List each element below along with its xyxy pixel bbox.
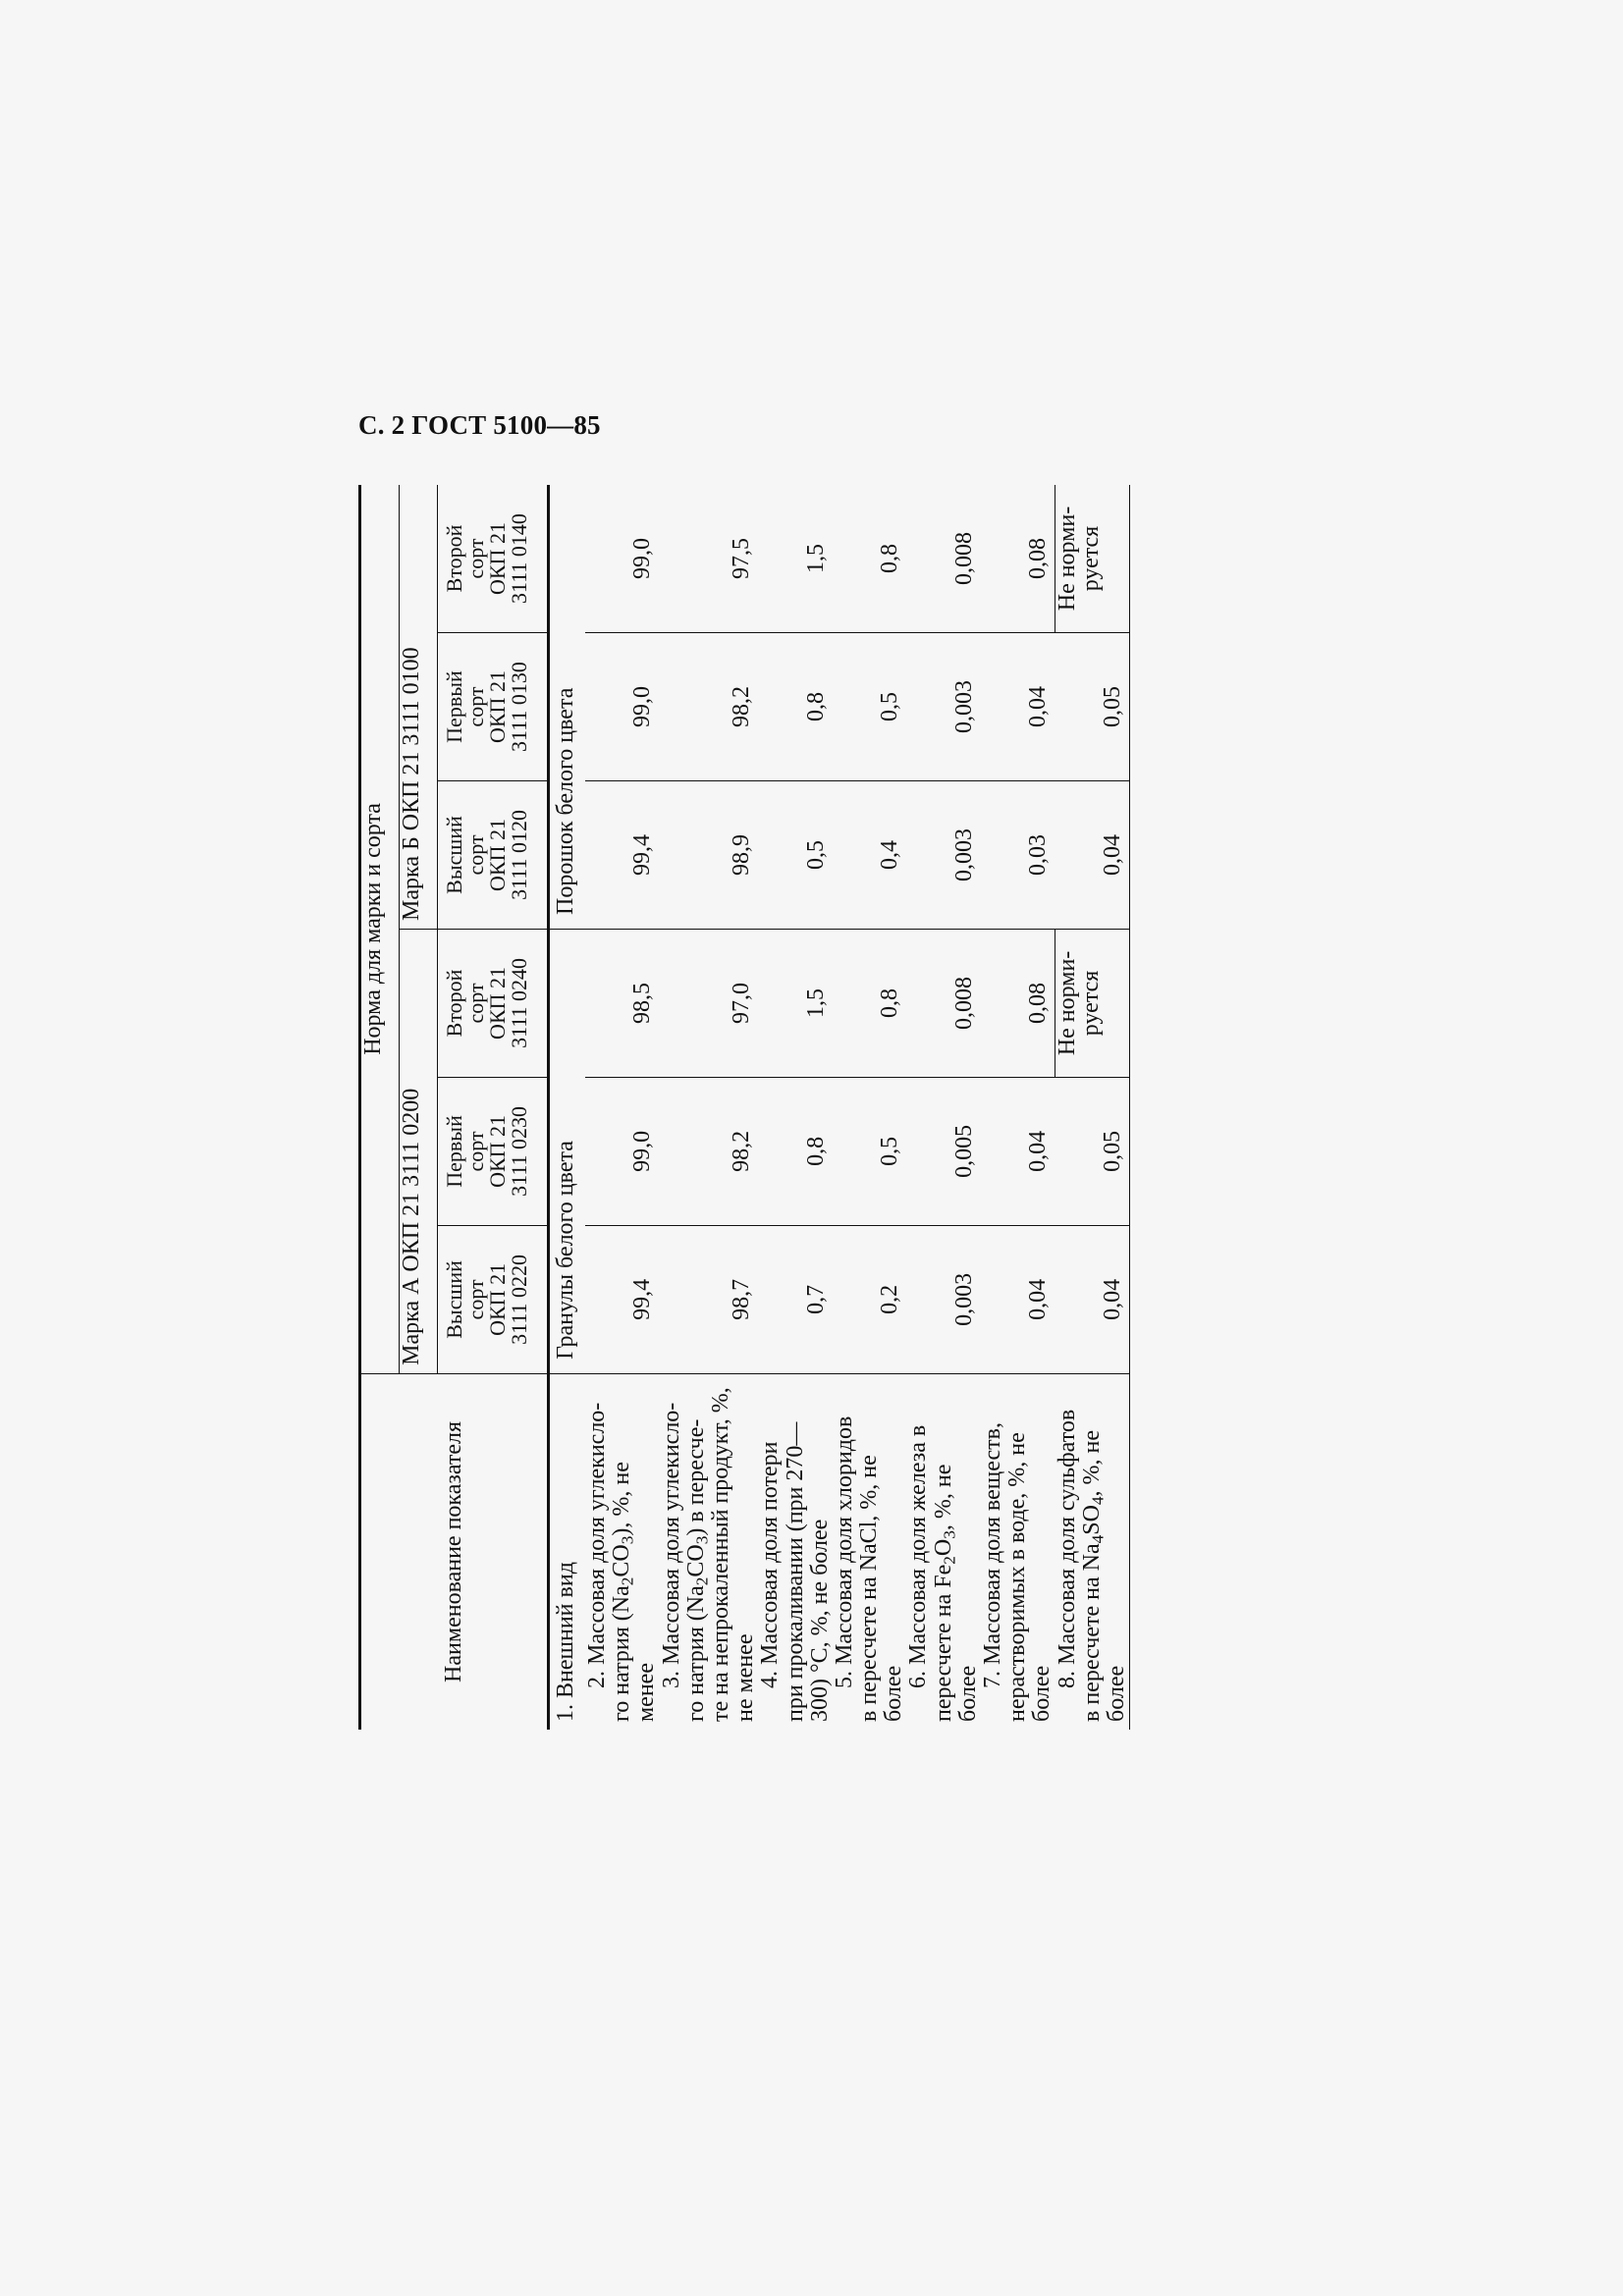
table-cell: 99,4 bbox=[585, 1225, 660, 1373]
sort-header-b-first: Первый сорт ОКП 21 3111 0130 bbox=[438, 633, 549, 781]
table-cell: 97,0 bbox=[660, 929, 759, 1077]
table-cell: 0,8 bbox=[877, 544, 903, 574]
table-cell: 98,7 bbox=[660, 1225, 759, 1373]
table-cell: 0,5 bbox=[833, 633, 907, 781]
table-row bbox=[981, 485, 1055, 1730]
table-cell: 0,8 bbox=[758, 1077, 833, 1225]
table-cell: 0,04 bbox=[1055, 781, 1130, 930]
col-name-header: Наименование показателя bbox=[360, 1373, 549, 1730]
table-cell: 0,05 bbox=[1055, 1077, 1130, 1225]
table-cell: 0,5 bbox=[758, 781, 833, 930]
table-row-appearance bbox=[549, 485, 586, 1730]
sort-header-b-second: Второй сорт ОКП 21 3111 0140 bbox=[438, 485, 549, 633]
mark-a-header: Марка А ОКП 21 3111 0200 bbox=[400, 929, 438, 1373]
row-name: 2. Массовая доля углекисло- го натрия $(Na_2CO_3)$, %, не менее bbox=[585, 1373, 660, 1730]
table-cell: 0,8 bbox=[758, 633, 833, 781]
table-cell: 0,4 bbox=[833, 781, 907, 930]
table-row bbox=[758, 485, 833, 1730]
table-cell: 0,03 bbox=[981, 781, 1055, 930]
table-cell: 0,003 bbox=[906, 781, 981, 930]
table-cell: 0,08 bbox=[1024, 538, 1051, 580]
table-cell: 0,8 bbox=[833, 929, 907, 1077]
appearance-mark-b: Порошок белого цвета bbox=[553, 687, 578, 915]
table-cell: 97,5 bbox=[729, 538, 755, 580]
table-cell: 0,7 bbox=[758, 1225, 833, 1373]
sort-header-b-top: Высший сорт ОКП 21 3111 0120 bbox=[438, 781, 549, 930]
sort-header-a-first: Первый сорт ОКП 21 3111 0230 bbox=[438, 1077, 549, 1225]
not-normed-cell-b: Не норми- руется bbox=[1055, 485, 1130, 633]
table-cell: 99,0 bbox=[629, 538, 656, 580]
table-cell: 0,005 bbox=[906, 1077, 981, 1225]
table-cell: 0,008 bbox=[950, 532, 977, 586]
table-row bbox=[906, 485, 981, 1730]
table-cell: 99,4 bbox=[585, 781, 660, 930]
table-cell: 98,2 bbox=[660, 1077, 759, 1225]
table-cell: 0,003 bbox=[906, 1225, 981, 1373]
not-normed-cell-a: Не норми- руется bbox=[1055, 929, 1130, 1077]
table-cell: 98,5 bbox=[585, 929, 660, 1077]
table-cell: 98,2 bbox=[660, 633, 759, 781]
table-cell: 0,05 bbox=[1055, 633, 1130, 781]
table-row bbox=[585, 485, 660, 1730]
table-row bbox=[660, 485, 759, 1730]
table-row bbox=[833, 485, 907, 1730]
table-cell: 98,9 bbox=[660, 781, 759, 930]
table-cell: 1,5 bbox=[758, 929, 833, 1077]
page-header: С. 2 ГОСТ 5100—85 bbox=[358, 410, 601, 440]
sort-header-a-top: Высший сорт ОКП 21 3111 0220 bbox=[438, 1225, 549, 1373]
table-cell: 0,5 bbox=[833, 1077, 907, 1225]
norm-header: Норма для марки и сорта bbox=[360, 485, 400, 1373]
row-name: 8. Массовая доля сульфатов в пересчете на $Na_4SO_4$, %, не более bbox=[1055, 1373, 1130, 1730]
row-name: 4. Массовая доля потери при прокаливании (при 270— 300) °С, %, не более bbox=[758, 1373, 833, 1730]
table-cell: 0,04 bbox=[1055, 1225, 1130, 1373]
rotated-table-wrapper bbox=[358, 485, 1254, 1730]
mark-b-header: Марка Б ОКП 21 3111 0100 bbox=[400, 485, 438, 929]
table-cell: 0,04 bbox=[981, 1077, 1055, 1225]
table-cell: 0,04 bbox=[981, 633, 1055, 781]
sort-header-a-second: Второй сорт ОКП 21 3111 0240 bbox=[438, 929, 549, 1077]
row-name: 6. Массовая доля железа в пересчете на $Fe_2O_3$, %, не более bbox=[906, 1373, 981, 1730]
norm-table bbox=[358, 485, 1130, 1730]
appearance-mark-a: Гранулы белого цвета bbox=[549, 929, 586, 1373]
row-name: 5. Массовая доля хлоридов в пересчете на NaCl, %, не более bbox=[833, 1373, 907, 1730]
table-cell: 0,008 bbox=[906, 929, 981, 1077]
row-name: 7. Массовая доля веществ, нерастворимых в воде, %, не более bbox=[981, 1373, 1055, 1730]
table-cell: 0,04 bbox=[981, 1225, 1055, 1373]
row-name: 1. Внешний вид bbox=[549, 1373, 586, 1730]
table-cell: 0,003 bbox=[906, 633, 981, 781]
table-cell: 1,5 bbox=[802, 544, 829, 574]
table-cell: 99,0 bbox=[585, 1077, 660, 1225]
table-cell: 0,2 bbox=[833, 1225, 907, 1373]
table-cell: 99,0 bbox=[585, 633, 660, 781]
table-cell: 0,08 bbox=[981, 929, 1055, 1077]
table-row-last bbox=[1055, 485, 1130, 1730]
row-name: 3. Массовая доля углекисло- го натрия $(Na_2CO_3)$ в пересче- те на непрокаленный продукт, %, не менее bbox=[660, 1373, 759, 1730]
